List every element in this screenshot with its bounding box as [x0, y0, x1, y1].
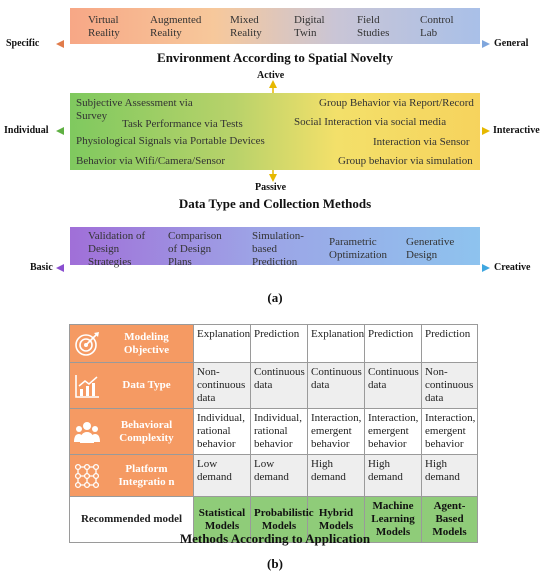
network-icon — [74, 463, 100, 489]
data-arrow-right — [482, 127, 490, 135]
table-cell: High demand — [422, 455, 478, 497]
recommended-model-label: Recommended model — [70, 497, 194, 543]
table-cell: Prediction — [422, 325, 478, 363]
table-cell: Explanation — [308, 325, 365, 363]
data-right-item: Social Interaction via social media — [294, 116, 447, 128]
target-icon — [74, 331, 100, 357]
data-left-item: Subjective Assessment via Survey — [76, 97, 193, 122]
env-arrow-right — [482, 40, 490, 48]
table-cell: Low demand — [251, 455, 308, 497]
methods-application-title: Methods According to Application — [179, 531, 371, 546]
table-cell: Prediction — [251, 325, 308, 363]
row-header-label: Data Type — [122, 379, 171, 391]
data-bottom-label: Passive — [255, 182, 287, 193]
method-item: Validation of Design Strategies — [88, 230, 146, 268]
table-cell: Prediction — [365, 325, 422, 363]
row-header-data-type — [70, 363, 194, 409]
table-cell: Interaction, emergent behavior — [365, 409, 422, 455]
table-cell: Individual, rational behavior — [194, 409, 251, 455]
model-cell: Statistical Models — [194, 497, 251, 543]
table-row — [70, 363, 478, 409]
chart-icon — [74, 373, 100, 399]
methods-left-label: Basic — [30, 262, 53, 273]
data-right-item: Interaction via Sensor — [373, 136, 470, 148]
table-cell: Continuous data — [251, 363, 308, 409]
data-arrow-down — [269, 174, 277, 182]
method-item: Comparison of Design Plans — [168, 230, 222, 268]
table-cell: Interaction, emergent behavior — [422, 409, 478, 455]
env-item: Field Studies — [357, 14, 390, 39]
application-table — [69, 324, 478, 543]
table-cell: Non-continuous data — [194, 363, 251, 409]
row-header-modeling-objective — [70, 325, 194, 363]
data-top-label: Active — [257, 70, 285, 81]
data-left-item: Behavior via Wifi/Camera/Sensor — [76, 155, 226, 167]
data-left-label: Individual — [4, 125, 49, 136]
data-right-item: Group behavior via simulation — [338, 155, 473, 167]
row-header-label: Platform Integratio n — [118, 462, 175, 488]
data-arrow-up — [269, 80, 277, 88]
data-right-item: Group Behavior via Report/Record — [319, 97, 474, 109]
env-item: Mixed Reality — [230, 14, 262, 39]
table-cell: High demand — [308, 455, 365, 497]
data-right-label: Interactive — [493, 125, 540, 136]
method-item: Simulation-based Prediction — [252, 230, 304, 268]
table-row — [70, 455, 478, 497]
data-left-item: Physiological Signals via Portable Devices — [76, 135, 265, 147]
env-title: Environment According to Spatial Novelty — [157, 50, 393, 65]
methods-arrow-left — [56, 264, 64, 272]
env-item: Virtual Reality — [88, 14, 120, 39]
data-title: Data Type and Collection Methods — [178, 196, 372, 211]
table-cell: Individual, rational behavior — [251, 409, 308, 455]
row-header-label: Behavioral Complexity — [119, 418, 174, 444]
env-arrow-left — [56, 40, 64, 48]
method-item: Generative Design — [406, 236, 455, 261]
model-cell: Probabilistic Models — [251, 497, 308, 543]
table-cell: Continuous data — [365, 363, 422, 409]
caption-a: (a) — [267, 290, 283, 305]
data-arrow-left — [56, 127, 64, 135]
table-cell: Interaction, emergent behavior — [308, 409, 365, 455]
table-row — [70, 325, 478, 363]
data-left-item: Task Performance via Tests — [122, 118, 243, 130]
env-right-label: General — [494, 38, 529, 49]
table-cell: Non-continuous data — [422, 363, 478, 409]
row-header-label: Modeling Objective — [123, 330, 170, 356]
env-left-label: Specific — [6, 38, 40, 49]
model-cell: Hybrid Models — [308, 497, 365, 543]
row-header-behavioral-complexity — [70, 409, 194, 455]
table-cell: Explanation — [194, 325, 251, 363]
method-item: Parametric Optimization — [329, 236, 388, 261]
row-header-platform-integration — [70, 455, 194, 497]
table-row — [70, 409, 478, 455]
env-item: Digital Twin — [294, 14, 325, 39]
methods-arrow-right — [482, 264, 490, 272]
table-cell: Low demand — [194, 455, 251, 497]
model-cell: Machine Learning Models — [365, 497, 422, 543]
caption-b: (b) — [267, 556, 283, 571]
people-icon — [74, 419, 100, 445]
env-item: Control Lab — [420, 14, 454, 39]
model-cell: Agent-Based Models — [422, 497, 478, 543]
table-cell: Continuous data — [308, 363, 365, 409]
methods-right-label: Creative — [494, 262, 531, 273]
env-item: Augmented Reality — [150, 14, 202, 39]
table-cell: High demand — [365, 455, 422, 497]
